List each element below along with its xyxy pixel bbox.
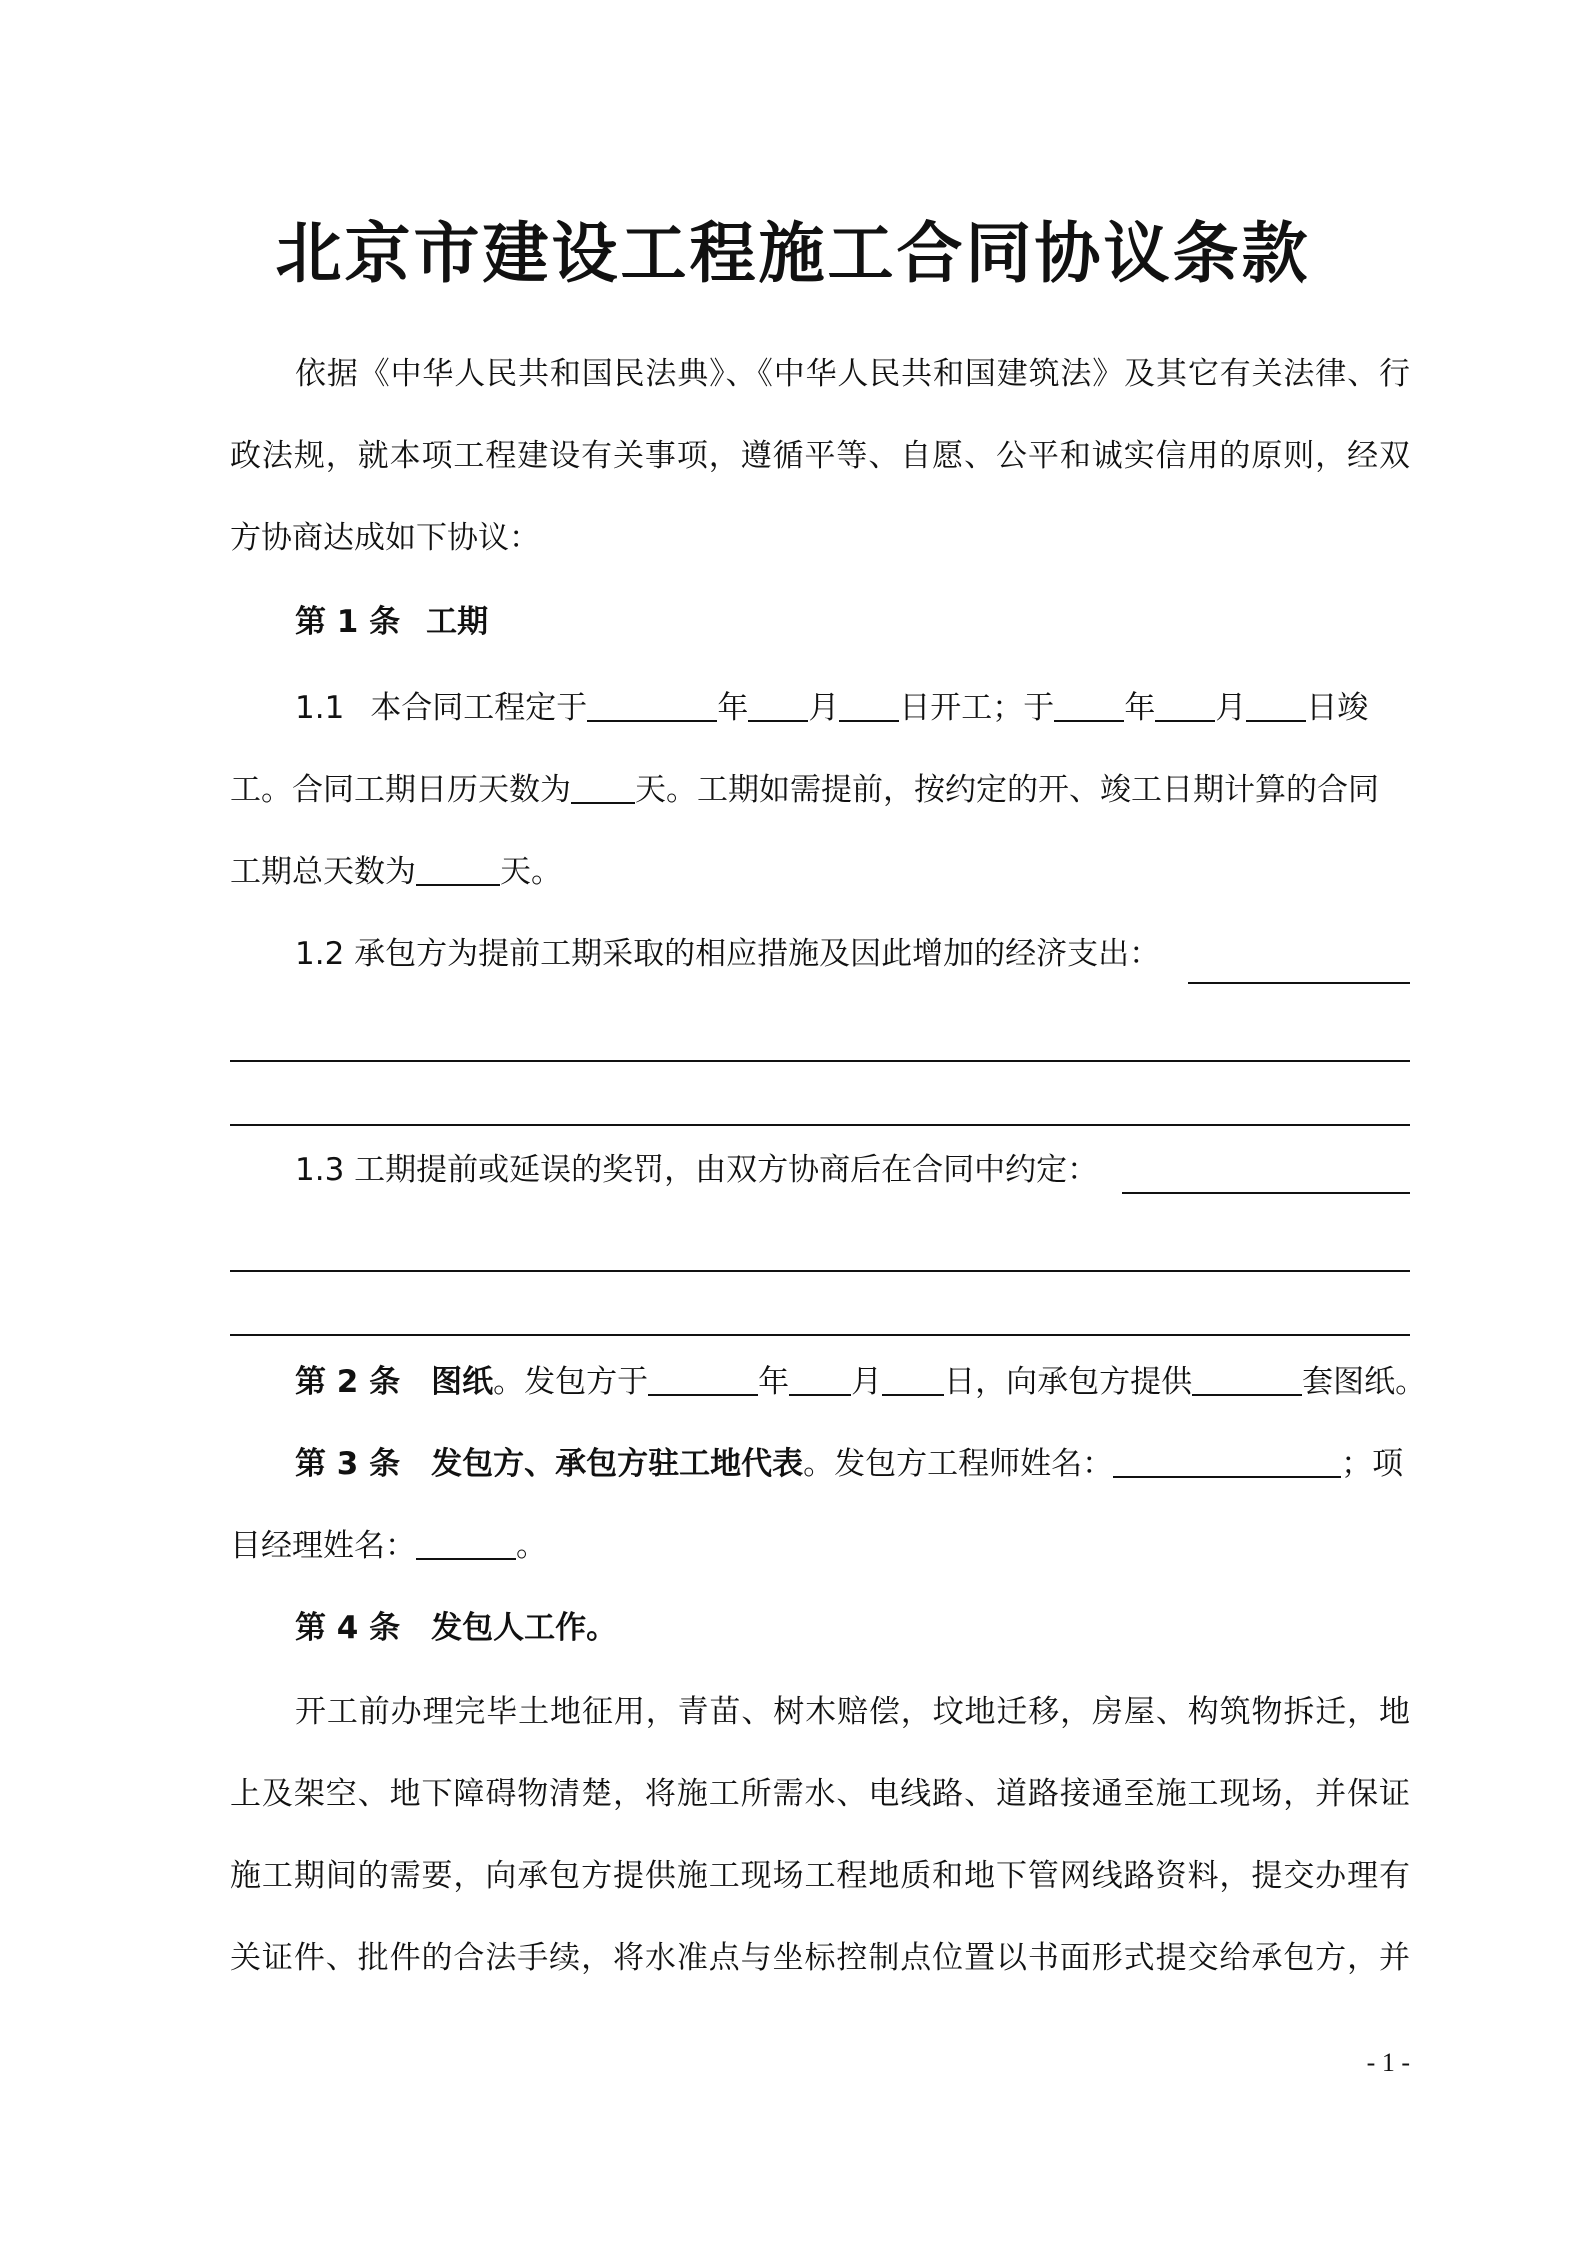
- total-days-suffix: 天。: [500, 854, 562, 890]
- article-3-line-1-end: ；项: [1341, 1446, 1404, 1482]
- calendar-days-suffix: 天。工期如需提前，按约定的开、竣工日期计算的合同: [635, 772, 1379, 808]
- total-days-blank[interactable]: [416, 848, 500, 886]
- article-3-line-2: [230, 1522, 1410, 1568]
- clause-1-1-line-1: [295, 684, 1410, 730]
- article-4-heading: 第 4 条 发包人工作。: [295, 1610, 618, 1646]
- clause-1-1-line-3: [230, 848, 1410, 894]
- article-1-title: 工期: [426, 604, 489, 640]
- article-1-heading: [295, 600, 1410, 644]
- drawings-day-label: 日，向承包方提供: [944, 1364, 1193, 1400]
- article-2-text: 。发包方于: [493, 1364, 649, 1400]
- end-month-label: 月: [1215, 690, 1247, 726]
- drawings-year-blank[interactable]: [648, 1358, 758, 1396]
- intro-line-1: 依据《中华人民共和国民法典》、《中华人民共和国建筑法》及其它有关法律、行: [295, 356, 1410, 392]
- start-year-label: 年: [717, 690, 749, 726]
- start-day-blank[interactable]: [839, 684, 899, 722]
- clause-1-2-blank-line-1[interactable]: [230, 1060, 1410, 1062]
- page-number: - 1 -: [1366, 2048, 1410, 2077]
- drawings-sets-blank[interactable]: [1192, 1358, 1302, 1396]
- article-1-number: 第 1 条: [295, 604, 401, 640]
- engineer-name-text: 。发包方工程师姓名：: [803, 1446, 1114, 1482]
- clause-1-3-blank-line-2[interactable]: [230, 1334, 1410, 1336]
- clause-1-3-blank[interactable]: [1122, 1192, 1410, 1194]
- calendar-days-text: 工。合同工期日历天数为: [230, 772, 571, 808]
- clause-1-1-text: 本合同工程定于: [370, 690, 588, 726]
- start-month-blank[interactable]: [748, 684, 808, 722]
- total-days-text: 工期总天数为: [230, 854, 416, 890]
- clause-1-1-number: 1.1: [295, 690, 345, 726]
- calendar-days-blank[interactable]: [571, 766, 635, 804]
- drawings-year-label: 年: [758, 1364, 790, 1400]
- document-title: 北京市建设工程施工合同协议条款: [275, 215, 1311, 292]
- end-year-label: 年: [1124, 690, 1156, 726]
- clause-1-2-blank[interactable]: [1188, 982, 1410, 984]
- clause-1-2-text: 1.2 承包方为提前工期采取的相应措施及因此增加的经济支出：: [295, 936, 1161, 972]
- article-2: [295, 1358, 1427, 1404]
- clause-1-2-blank-line-2[interactable]: [230, 1124, 1410, 1126]
- intro-line-3: 方协商达成如下协议：: [230, 520, 540, 556]
- clause-1-2: [295, 932, 1410, 976]
- clause-1-3-text: 1.3 工期提前或延误的奖罚，由双方协商后在合同中约定：: [295, 1152, 1099, 1188]
- manager-name-suffix: 。: [516, 1528, 547, 1564]
- start-day-label: 日开工；于: [899, 690, 1055, 726]
- drawings-month-blank[interactable]: [789, 1358, 851, 1396]
- article-3-heading: 第 3 条 发包方、承包方驻工地代表: [295, 1446, 804, 1482]
- engineer-name-blank[interactable]: [1113, 1440, 1341, 1478]
- manager-name-text: 目经理姓名：: [230, 1528, 416, 1564]
- article-4-para-line-4: 关证件、批件的合法手续，将水准点与坐标控制点位置以书面形式提交给承包方，并: [230, 1940, 1410, 1976]
- manager-name-blank[interactable]: [416, 1522, 516, 1560]
- drawings-sets-label: 套图纸。: [1302, 1364, 1427, 1400]
- start-month-label: 月: [808, 690, 840, 726]
- clause-1-3-blank-line-1[interactable]: [230, 1270, 1410, 1272]
- clause-1-3: [295, 1148, 1410, 1192]
- end-year-blank[interactable]: [1054, 684, 1124, 722]
- clause-1-1-line-2: [230, 766, 1410, 812]
- end-month-blank[interactable]: [1155, 684, 1215, 722]
- article-4-para-line-2: 上及架空、地下障碍物清楚，将施工所需水、电线路、道路接通至施工现场，并保证: [230, 1776, 1410, 1812]
- article-2-heading: 第 2 条 图纸: [295, 1364, 494, 1400]
- drawings-day-blank[interactable]: [882, 1358, 944, 1396]
- article-4-para-line-3: 施工期间的需要，向承包方提供施工现场工程地质和地下管网线路资料，提交办理有: [230, 1858, 1410, 1894]
- intro-line-2: 政法规，就本项工程建设有关事项，遵循平等、自愿、公平和诚实信用的原则，经双: [230, 438, 1410, 474]
- drawings-month-label: 月: [851, 1364, 883, 1400]
- end-day-blank[interactable]: [1246, 684, 1306, 722]
- article-3-line-1: [295, 1440, 1410, 1486]
- article-4-para-line-1: 开工前办理完毕土地征用，青苗、树木赔偿，坟地迁移，房屋、构筑物拆迁，地: [295, 1694, 1410, 1730]
- start-year-blank[interactable]: [587, 684, 717, 722]
- end-day-label: 日竣: [1306, 690, 1369, 726]
